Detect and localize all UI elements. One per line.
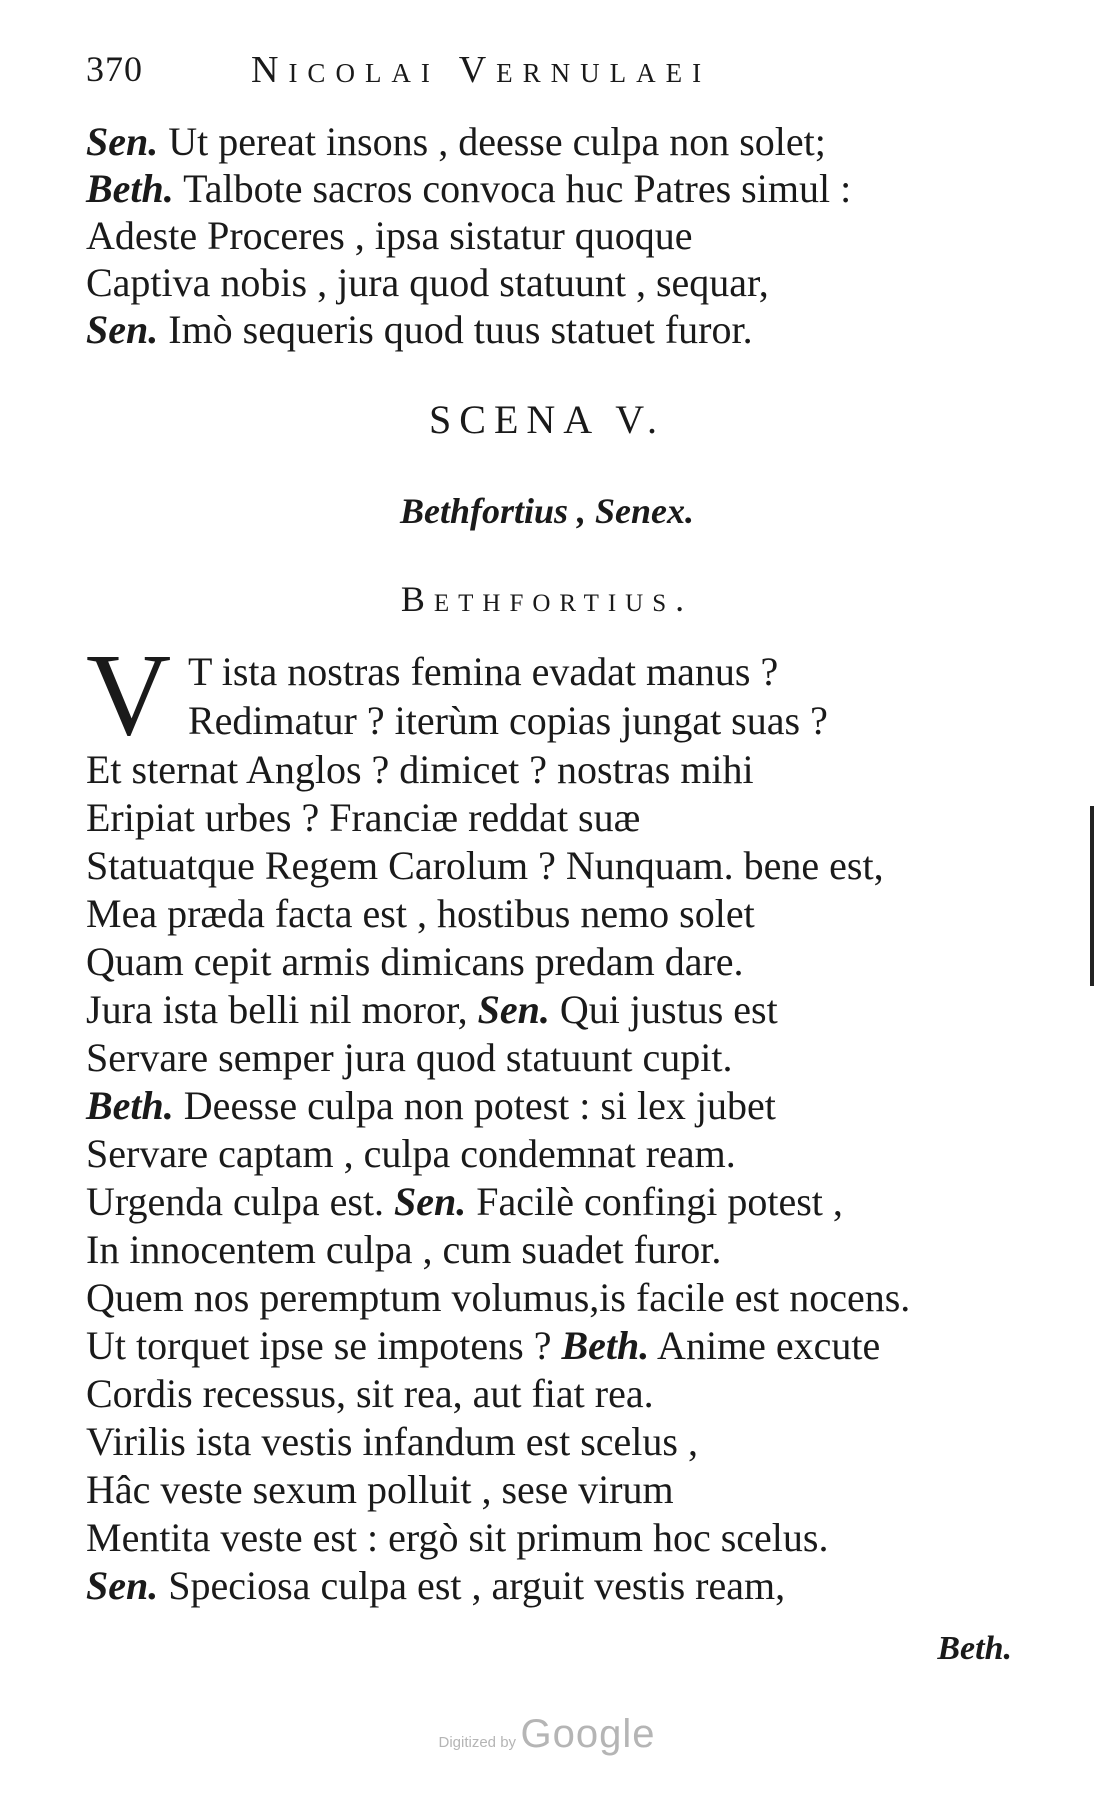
verse-line xyxy=(86,1562,785,1610)
verse-text: Mentita veste est : ergò sit primum hoc scelus. xyxy=(86,1515,829,1560)
speaker-label: Sen. xyxy=(477,987,550,1032)
verse-line xyxy=(86,1418,698,1466)
scene-title: SCENA V. xyxy=(429,397,665,442)
running-title: Nicolai Vernulaei xyxy=(251,49,712,91)
verse-line xyxy=(86,306,753,354)
watermark-logo: Google xyxy=(520,1712,656,1756)
speaker-label: Sen. xyxy=(394,1179,467,1224)
verse-line xyxy=(86,1034,732,1082)
verse-text: Talbote sacros convoca huc Patres simul : xyxy=(173,166,852,211)
speaker-label: Beth. xyxy=(86,1083,174,1128)
verse-text: Ut torquet ipse se impotens ? xyxy=(86,1323,562,1368)
verse-line xyxy=(86,212,693,260)
verse-line xyxy=(86,259,769,307)
verse-text: Et sternat Anglos ? dimicet ? nostras mihi xyxy=(86,747,754,792)
verse-text: Speciosa culpa est , arguit vestis ream, xyxy=(158,1563,786,1608)
verse-line xyxy=(86,938,744,986)
verse-text: Cordis recessus, sit rea, aut fiat rea. xyxy=(86,1371,654,1416)
verse-line xyxy=(86,1370,654,1418)
verse-text: Statuatque Regem Carolum ? Nunquam. bene est, xyxy=(86,843,884,888)
verse-text: Adeste Proceres , ipsa sistatur quoque xyxy=(86,213,693,258)
verse-text: Anime excute xyxy=(649,1323,881,1368)
verse-line xyxy=(86,1274,910,1322)
verse-text: Imò sequeris quod tuus statuet furor. xyxy=(158,307,753,352)
page-edge-mark xyxy=(1090,806,1094,986)
verse-line xyxy=(86,1514,828,1562)
verse-text: Ut pereat insons , deesse culpa non solet; xyxy=(158,119,826,164)
verse-text: Quam cepit armis dimicans predam dare. xyxy=(86,939,744,984)
verse-text: Captiva nobis , jura quod statuunt , sequar, xyxy=(86,260,769,305)
verse-line xyxy=(86,165,851,213)
verse-text: Jura ista belli nil moror, xyxy=(86,987,478,1032)
verse-line xyxy=(86,1466,674,1514)
verse-line xyxy=(86,1082,776,1130)
page-header xyxy=(86,48,886,108)
verse-text: Facilè confingi potest , xyxy=(466,1179,843,1224)
verse-line xyxy=(86,986,778,1034)
verse-line xyxy=(86,1130,736,1178)
page-number: 370 xyxy=(86,49,143,89)
verse-line xyxy=(86,890,755,938)
verse-text: Urgenda culpa est. xyxy=(86,1179,395,1224)
watermark-prefix: Digitized by xyxy=(438,1734,517,1751)
verse-text: Hâc veste sexum polluit , sese virum xyxy=(86,1467,674,1512)
verse-line: Redimatur ? iterùm copias jungat suas ? xyxy=(188,698,828,743)
verse-text: Quem nos peremptum volumus,is facile est nocens. xyxy=(86,1275,911,1320)
verse-text: Virilis ista vestis infandum est scelus , xyxy=(86,1419,698,1464)
verse-text: In innocentem culpa , cum suadet furor. xyxy=(86,1227,722,1272)
speaker-label: Sen. xyxy=(86,1563,159,1608)
drop-cap: V xyxy=(86,629,172,760)
speaker-label: Beth. xyxy=(561,1323,650,1368)
speaker-label: Sen. xyxy=(86,119,159,164)
verse-line: T ista nostras femina evadat manus ? xyxy=(188,649,779,694)
verse-line xyxy=(86,1178,843,1226)
verse-line xyxy=(86,842,884,890)
verse-text: Servare captam , culpa condemnat ream. xyxy=(86,1131,736,1176)
digitization-watermark xyxy=(0,1712,1094,1757)
catchword: Beth. xyxy=(937,1630,1012,1667)
speaker-label: Sen. xyxy=(86,307,159,352)
verse-line xyxy=(86,746,754,794)
speaker-label: Beth. xyxy=(86,166,174,211)
verse-line xyxy=(86,118,826,166)
verse-line xyxy=(86,794,640,842)
verse-text: Eripiat urbes ? Franciæ reddat suæ xyxy=(86,795,641,840)
verse-text: Servare semper jura quod statuunt cupit. xyxy=(86,1035,733,1080)
verse-text: Deesse culpa non potest : si lex jubet xyxy=(173,1083,776,1128)
verse-text: Mea præda facta est , hostibus nemo solet xyxy=(86,891,755,936)
verse-line xyxy=(86,1226,721,1274)
speaker-heading: Bethfortius. xyxy=(400,579,694,619)
verse-line xyxy=(86,1322,880,1370)
scene-persons: Bethfortius , Senex. xyxy=(399,491,695,531)
verse-text: Qui justus est xyxy=(549,987,778,1032)
